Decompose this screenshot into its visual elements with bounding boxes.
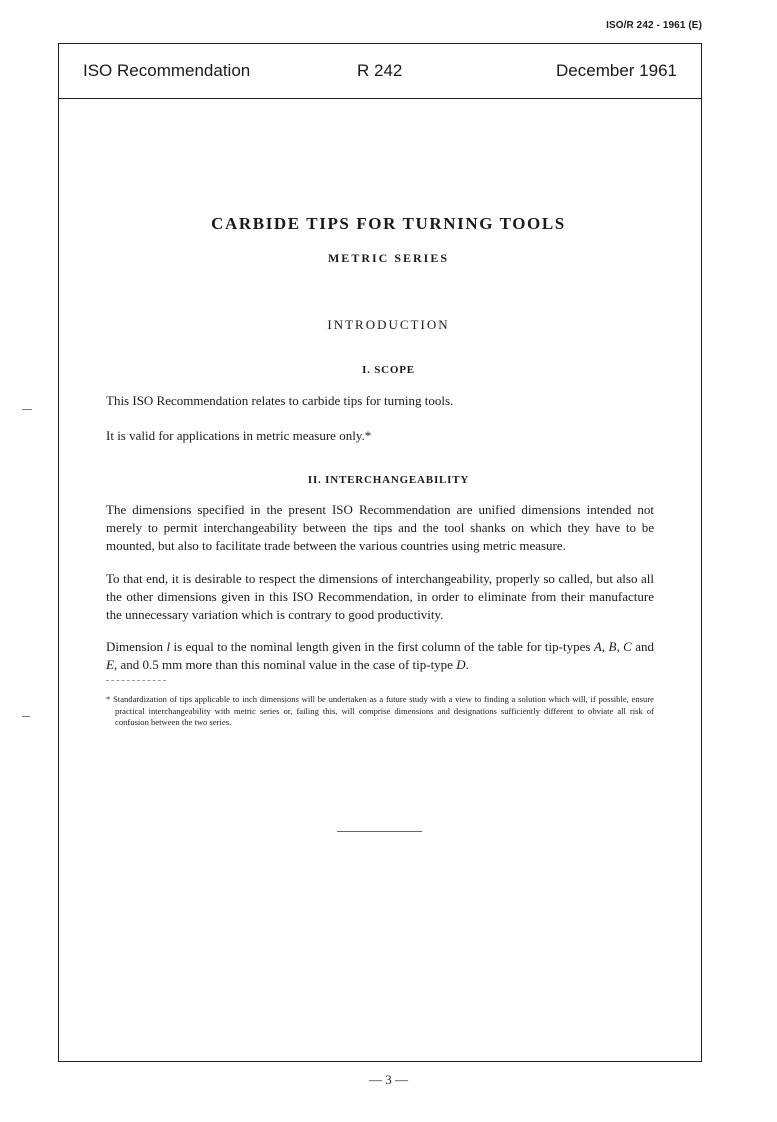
interchangeability-paragraph-3: Dimension l is equal to the nominal length given in the first column of the table for tip-types A, B, C and E, and 0.5 mm more than this nominal value in the case of tip-type D. [106,639,655,672]
scope-heading: I. SCOPE [362,364,415,376]
document-subtitle: METRIC SERIES [327,251,450,265]
end-of-text-rule [337,831,422,832]
header-date: December 1961 [556,61,677,80]
footnote: * Standardization of tips applicable to inch dimensions will be undertaken as a future study with a view to finding a solution which will, if possible, ensure practical interchangeability with metric series or, failing this, will comprise dimensions and designations sufficiently different to obviate all risk of confusion between the two series. [106,694,654,727]
scan-artifact-mark [22,409,32,410]
page-number: — 3 — [369,1072,408,1087]
introduction-heading: INTRODUCTION [327,317,450,332]
scope-paragraph-1: This ISO Recommendation relates to carbide tips for turning tools. [106,393,454,408]
interchangeability-paragraph-2: To that end, it is desirable to respect the dimensions of interchangeability, properly so called, but also all the other dimensions given in this ISO Recommendation, in order to eliminate from their manufacture the unnecessary variation which is contrary to good productivity. [106,571,654,622]
document-code: ISO/R 242 - 1961 (E) [606,20,702,31]
header-recommendation-number: R 242 [357,61,403,80]
interchangeability-heading: II. INTERCHANGEABILITY [307,474,470,486]
header-recommendation-label: ISO Recommendation [83,61,251,80]
header-row [59,44,701,99]
interchangeability-paragraph-1: The dimensions specified in the present ISO Recommendation are unified dimensions intended not merely to permit interchangeability between the tips and the tool shanks on which they have to be mounted, but also to facilitate trade between the various countries using metric measure. [106,502,654,553]
scope-paragraph-2: It is valid for applications in metric measure only.* [106,428,372,443]
document-title: CARBIDE TIPS FOR TURNING TOOLS [211,214,566,233]
scan-artifact-mark [22,716,30,717]
footnote-separator [106,680,166,681]
